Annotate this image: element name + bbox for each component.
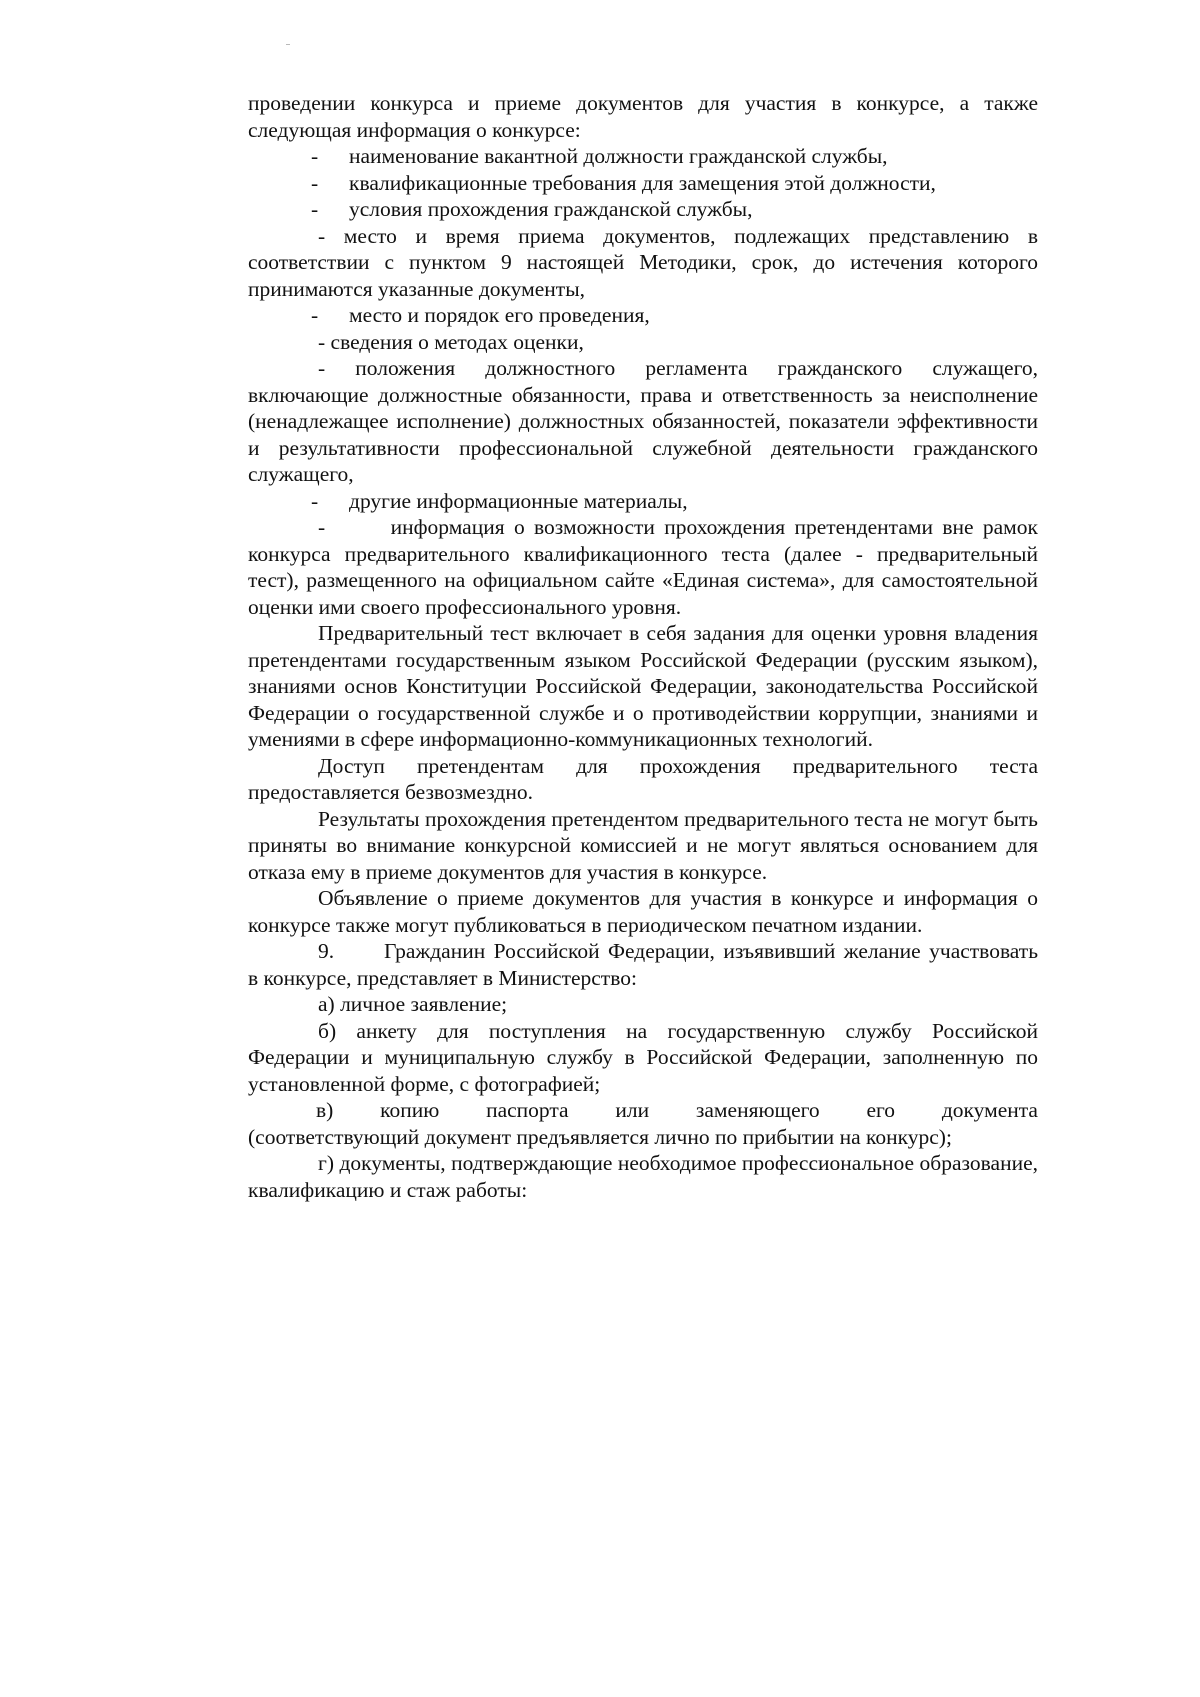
methods-paragraph: - сведения о методах оценки, xyxy=(318,329,584,354)
bullet-item xyxy=(248,488,1038,515)
info-paragraph xyxy=(248,514,1038,620)
dash-marker: - xyxy=(311,170,319,195)
bullet-item xyxy=(248,302,1038,329)
item-v-continuation: (соответствующий документ предъявляется лично по прибытии на конкурс); xyxy=(248,1124,952,1149)
section-9-paragraph xyxy=(248,938,1038,991)
docs-place-paragraph: - место и время приема документов, подлежащих представлению в соответствии с пунктом 9 настоящей Методики, срок, до истечения которого принимаются указанные документы, xyxy=(248,223,1038,301)
dash-marker: - xyxy=(311,197,319,221)
section-number: 9. xyxy=(318,939,335,963)
item-v-word: копию xyxy=(380,1098,440,1122)
item-b: б) анкету для поступления на государственную службу Российской Федерации и муниципальную службу в Российской Федерации, заполненную по установленной форме, с фотографией; xyxy=(248,1018,1038,1096)
item-v-word: его xyxy=(866,1098,896,1122)
item-g: г) документы, подтверждающие необходимое профессиональное образование, квалификацию и стаж работы: xyxy=(248,1151,1038,1202)
test-paragraph: Предварительный тест включает в себя задания для оценки уровня владения претендентами государственным языком Российской Федерации (русским языком), знаниями основ Конституции Российской Федерации, законодательства Российской Федерации о государственной службе и о противодействии коррупции, знаниями и умениями в сфере информационно-коммуникационных технологий. xyxy=(248,621,1038,751)
item-a: а) личное заявление; xyxy=(318,992,508,1016)
bullet-text: наименование вакантной должности гражданской службы, xyxy=(349,144,888,168)
bullet-text: место и порядок его проведения, xyxy=(349,303,650,327)
item-v-first-line xyxy=(248,1097,1038,1124)
item-v-word: документа xyxy=(941,1098,1038,1122)
bullet-text: квалификационные требования для замещения этой должности, xyxy=(349,170,936,195)
item-v-word: паспорта xyxy=(486,1098,569,1122)
info-text: информация о возможности прохождения претендентами вне рамок конкурса предварительного квалификационного теста (далее - предварительный тест), размещенного на официальном сайте «Единая система», для самостоятельной оценки ими своего профессионального уровня. xyxy=(248,515,1038,619)
regulations-paragraph: - положения должностного регламента гражданского служащего, включающие должностные обязанности, права и ответственность за неисполнение (ненадлежащее исполнение) должностных обязанностей, показатели эффективности и результативности профессиональной служебной деятельности гражданского служащего, xyxy=(248,356,1038,486)
dash-marker: - xyxy=(311,488,319,513)
section-text: Гражданин Российской Федерации, изъявивший желание участвовать в конкурсе, представляет в Министерство: xyxy=(248,939,1038,990)
item-v-word: в) xyxy=(316,1098,334,1122)
results-paragraph: Результаты прохождения претендентом предварительного теста не могут быть приняты во внимание конкурсной комиссией и не могут являться основанием для отказа ему в приеме документов для участия в конкурсе. xyxy=(248,806,1038,884)
intro-paragraph: проведении конкурса и приеме документов для участия в конкурсе, а также следующая информация о конкурсе: xyxy=(248,91,1038,142)
dash-marker: - xyxy=(311,303,319,327)
bullet-item xyxy=(248,170,1038,197)
announcement-paragraph: Объявление о приеме документов для участия в конкурсе и информация о конкурсе также могут публиковаться в периодическом печатном издании. xyxy=(248,886,1038,937)
bullet-text: другие информационные материалы, xyxy=(349,488,688,513)
bullet-item xyxy=(248,196,1038,223)
item-v-word: заменяющего xyxy=(695,1098,820,1122)
document-body xyxy=(248,90,1038,1203)
dash-marker: - xyxy=(311,144,319,168)
dash-marker: - xyxy=(318,515,391,539)
bullet-text: условия прохождения гражданской службы, xyxy=(349,197,753,221)
scan-speck xyxy=(286,44,290,45)
bullet-item xyxy=(248,143,1038,170)
item-v-word: или xyxy=(615,1098,650,1122)
access-paragraph: Доступ претендентам для прохождения предварительного теста предоставляется безвозмездно. xyxy=(248,753,1038,804)
